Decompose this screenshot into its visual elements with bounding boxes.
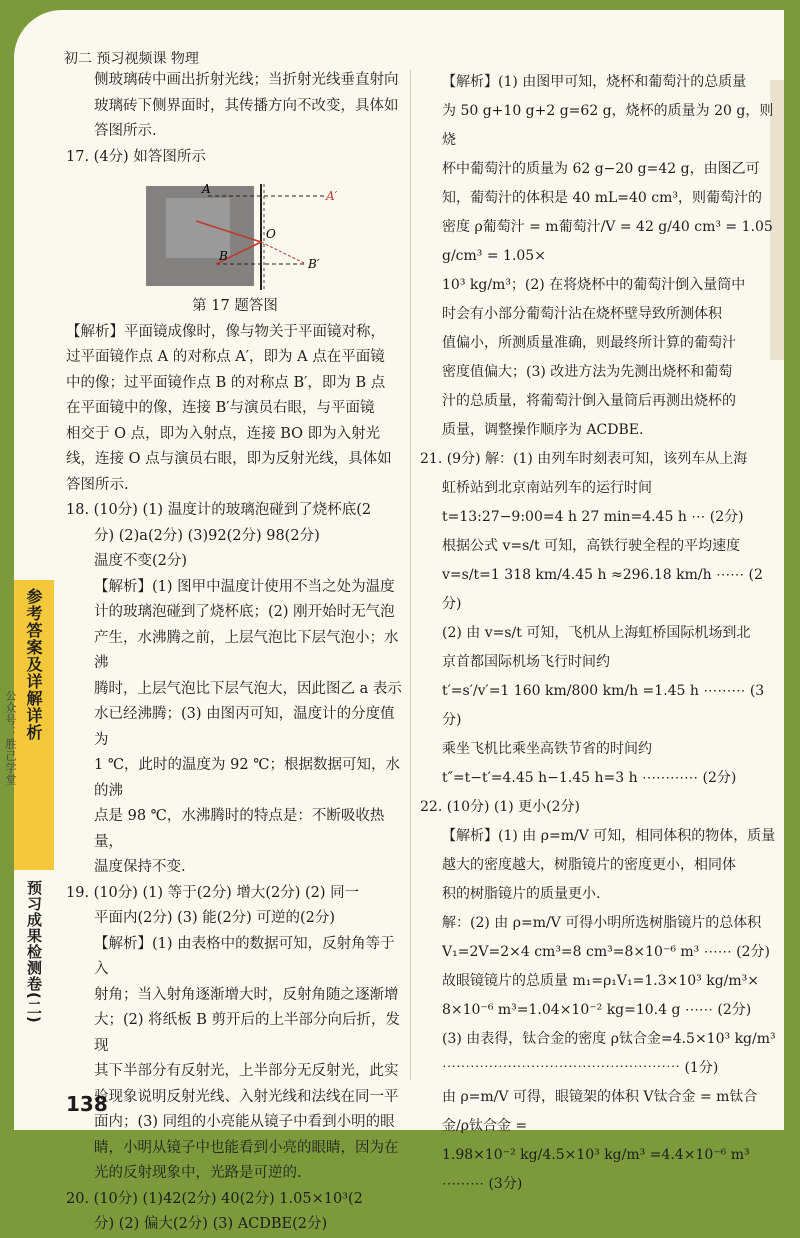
text-line: 质量，调整操作顺序为 ACDBE. — [442, 422, 644, 438]
formula-line: V₁=2V=2×4 cm³=8 cm³=8×10⁻⁶ m³ ⋯⋯ (2分) — [442, 944, 770, 960]
text-line: 为 50 g+10 g+2 g=62 g，烧杯的质量为 20 g，则烧 — [442, 103, 774, 148]
text-line: (2) 由 v=s/t 可知，飞机从上海虹桥国际机场到北 — [442, 625, 751, 641]
text-line: 【解析】(1) 由表格中的数据可知，反射角等于入 — [94, 935, 395, 977]
text-line: 答图所示. — [94, 123, 157, 139]
text-line: 根据公式 v=s/t 可知，高铁行驶全程的平均速度 — [442, 538, 741, 554]
text-line: 密度值偏大；(3) 改进方法为先测出烧杯和葡萄 — [442, 364, 733, 380]
text-line: 积的树脂镜片的质量更小. — [442, 886, 601, 902]
text-line: 计的玻璃泡碰到了烧杯底；(2) 刚开始时无气泡 — [94, 604, 395, 620]
question-18: 18. (10分) (1) 温度计的玻璃泡碰到了烧杯底(2 — [66, 502, 372, 518]
text-line: 睛，小明从镜子中也能看到小亮的眼睛，因为在 — [94, 1139, 399, 1156]
text-line: 【解析】(1) 由 ρ=m/V 可知，相同体积的物体，质量 — [442, 828, 776, 844]
formula-line: v=s/t=1 318 km/4.45 h ≈296.18 km/h ⋯⋯ (2分) — [442, 567, 763, 612]
dots-line: ⋯⋯⋯⋯⋯⋯⋯⋯⋯⋯⋯⋯⋯⋯⋯⋯⋯ (1分) — [442, 1060, 719, 1076]
text-line: 【解析】(1) 由图甲可知，烧杯和葡萄汁的总质量 — [442, 74, 747, 90]
text-line: 中的像；过平面镜作点 B 的对称点 B′，即为 B 点 — [66, 374, 386, 391]
left-column — [66, 68, 404, 1238]
question-20: 20. (10分) (1)42(2分) 40(2分) 1.05×10³(2 — [66, 1190, 363, 1207]
formula-line: t′=s′/v′=1 160 km/800 km/h =1.45 h ⋯⋯⋯ (3分) — [442, 683, 765, 728]
text-line: 在平面镜中的像，连接 B′与演员右眼，与平面镜 — [66, 400, 375, 416]
text-line: 乘坐飞机比乘坐高铁节省的时间约 — [442, 741, 652, 757]
column-divider — [410, 70, 411, 1080]
question-19: 19. (10分) (1) 等于(2分) 增大(2分) (2) 同一 — [66, 884, 360, 901]
label-a-prime: A′ — [326, 189, 338, 203]
question-17: 17. (4分) 如答图所示 — [66, 148, 206, 165]
text-line: (3) 由表得，钛合金的密度 ρ钛合金=4.5×10³ kg/m³ — [442, 1031, 776, 1047]
right-column — [420, 68, 776, 1199]
formula-line: t=13:27−9:00=4 h 27 min=4.45 h ⋯ (2分) — [442, 509, 744, 525]
virtual-ray — [261, 242, 306, 264]
text-line: 点是 98 ℃，水沸腾时的特点是：不断吸收热量， — [94, 808, 385, 850]
side-tab — [14, 580, 54, 870]
text-line: 10³ kg/m³；(2) 在将烧杯中的葡萄汁倒入量筒中 — [442, 277, 746, 293]
text-line: 相交于 O 点，即为入射点，连接 BO 即为入射光 — [66, 425, 381, 442]
text-line: 杯中葡萄汁的质量为 62 g−20 g=42 g，由图乙可 — [442, 161, 760, 177]
side-tab-brand: 公众号：胜己学堂 — [4, 690, 17, 786]
binding-edge — [784, 0, 800, 1136]
page-header: 初二 预习视频课 物理 — [64, 51, 199, 67]
figure-caption: 第 17 题答图 — [192, 298, 278, 314]
text-line: 解：(2) 由 ρ=m/V 可得小明所选树脂镜片的总体积 — [442, 915, 762, 931]
side-tab-sub: 预习成果检测卷(二) — [25, 880, 43, 1024]
label-b-prime: B′ — [308, 257, 320, 271]
text-line: 虹桥站到北京南站列车的运行时间 — [442, 480, 652, 496]
text-line: 汁的总质量，将葡萄汁倒入量筒后再测出烧杯的 — [442, 393, 736, 409]
text-line: 平面内(2分) (3) 能(2分) 可逆的(2分) — [94, 910, 335, 926]
formula-line: t″=t−t′=4.45 h−1.45 h=3 h ⋯⋯⋯⋯ (2分) — [442, 770, 737, 786]
text-line: 京首都国际机场飞行时间约 — [442, 654, 610, 670]
formula-line: 由 ρ=m/V 可得，眼镜架的体积 V钛合金 = m钛合金/ρ钛合金 = — [442, 1089, 758, 1134]
text-line: 越大的密度越大，树脂镜片的密度更小，相同体 — [442, 857, 736, 873]
text-line: 腾时，上层气泡比下层气泡大，因此图乙 a 表示 — [94, 680, 402, 697]
label-b: B — [219, 249, 228, 263]
text-line: 其下半部分有反射光，上半部分无反射光，此实 — [94, 1063, 399, 1079]
text-line: 侧玻璃砖中画出折射光线；当折射光线垂直射向 — [94, 72, 399, 88]
side-tab-main: 参考答案及详解详析 — [24, 588, 43, 741]
text-line: 光的反射现象中，光路是可逆的. — [94, 1165, 302, 1181]
formula-line: 1.98×10⁻² kg/4.5×10³ kg/m³ =4.4×10⁻⁶ m³ ⋯⋯⋯ (3分) — [442, 1147, 750, 1192]
label-o: O — [266, 227, 276, 241]
question-21: 21. (9分) 解：(1) 由列车时刻表可知，该列车从上海 — [420, 451, 748, 467]
text-line: 射角；当入射角逐渐增大时，反射角随之逐渐增 — [94, 986, 399, 1003]
text-line: 故眼镜镜片的总质量 m₁=ρ₁V₁=1.3×10³ kg/m³× — [442, 973, 760, 989]
text-line: 时会有小部分葡萄汁沾在烧杯壁导致所测体积 — [442, 306, 722, 322]
text-line: 温度不变(2分) — [94, 553, 188, 569]
text-line: 过平面镜作点 A 的对称点 A′，即为 A 点在平面镜 — [66, 349, 385, 365]
question-22: 22. (10分) (1) 更小(2分) — [420, 799, 581, 815]
text-line: 大；(2) 将纸板 B 剪开后的上半部分向后折，发现 — [94, 1012, 401, 1054]
figure-17 — [136, 176, 356, 294]
text-line: 验现象说明反射光线、入射光线和法线在同一平 — [94, 1088, 399, 1105]
text-line: 产生，水沸腾之前，上层气泡比下层气泡小；水沸 — [94, 629, 399, 671]
page-number: 138 — [66, 1092, 108, 1116]
text-line: 玻璃砖下侧界面时，其传播方向不改变，具体如 — [94, 97, 399, 114]
formula-line: 密度 ρ葡萄汁 = m葡萄汁/V = 42 g/40 cm³ = 1.05 g/cm³ = 1.05× — [442, 219, 773, 264]
text-line: 水已经沸腾；(3) 由图丙可知，温度计的分度值为 — [94, 706, 395, 748]
text-line: 知，葡萄汁的体积是 40 mL=40 cm³，则葡萄汁的 — [442, 190, 763, 206]
text-line: 分) (2)a(2分) (3)92(2分) 98(2分) — [94, 527, 320, 544]
label-a: A — [202, 182, 211, 196]
text-line: 线，连接 O 点与演员右眼，即为反射光线，具体如 — [66, 451, 392, 467]
text-line: 【解析】(1) 图甲中温度计使用不当之处为温度 — [94, 578, 395, 595]
text-line: 答图所示. — [66, 476, 129, 493]
formula-line: 8×10⁻⁶ m³=1.04×10⁻² kg=10.4 g ⋯⋯ (2分) — [442, 1002, 752, 1018]
text-line: 【解析】平面镜成像时，像与物关于平面镜对称， — [66, 323, 385, 340]
text-line: 值偏小，所测质量准确，则最终所计算的葡萄汁 — [442, 335, 736, 351]
text-line: 温度保持不变. — [94, 859, 186, 875]
text-line: 1 ℃，此时的温度为 92 ℃；根据数据可知，水的沸 — [94, 757, 400, 799]
text-line: 面内；(3) 同组的小亮能从镜子中看到小明的眼 — [94, 1114, 395, 1130]
text-line: 分) (2) 偏大(2分) (3) ACDBE(2分) — [94, 1216, 328, 1232]
